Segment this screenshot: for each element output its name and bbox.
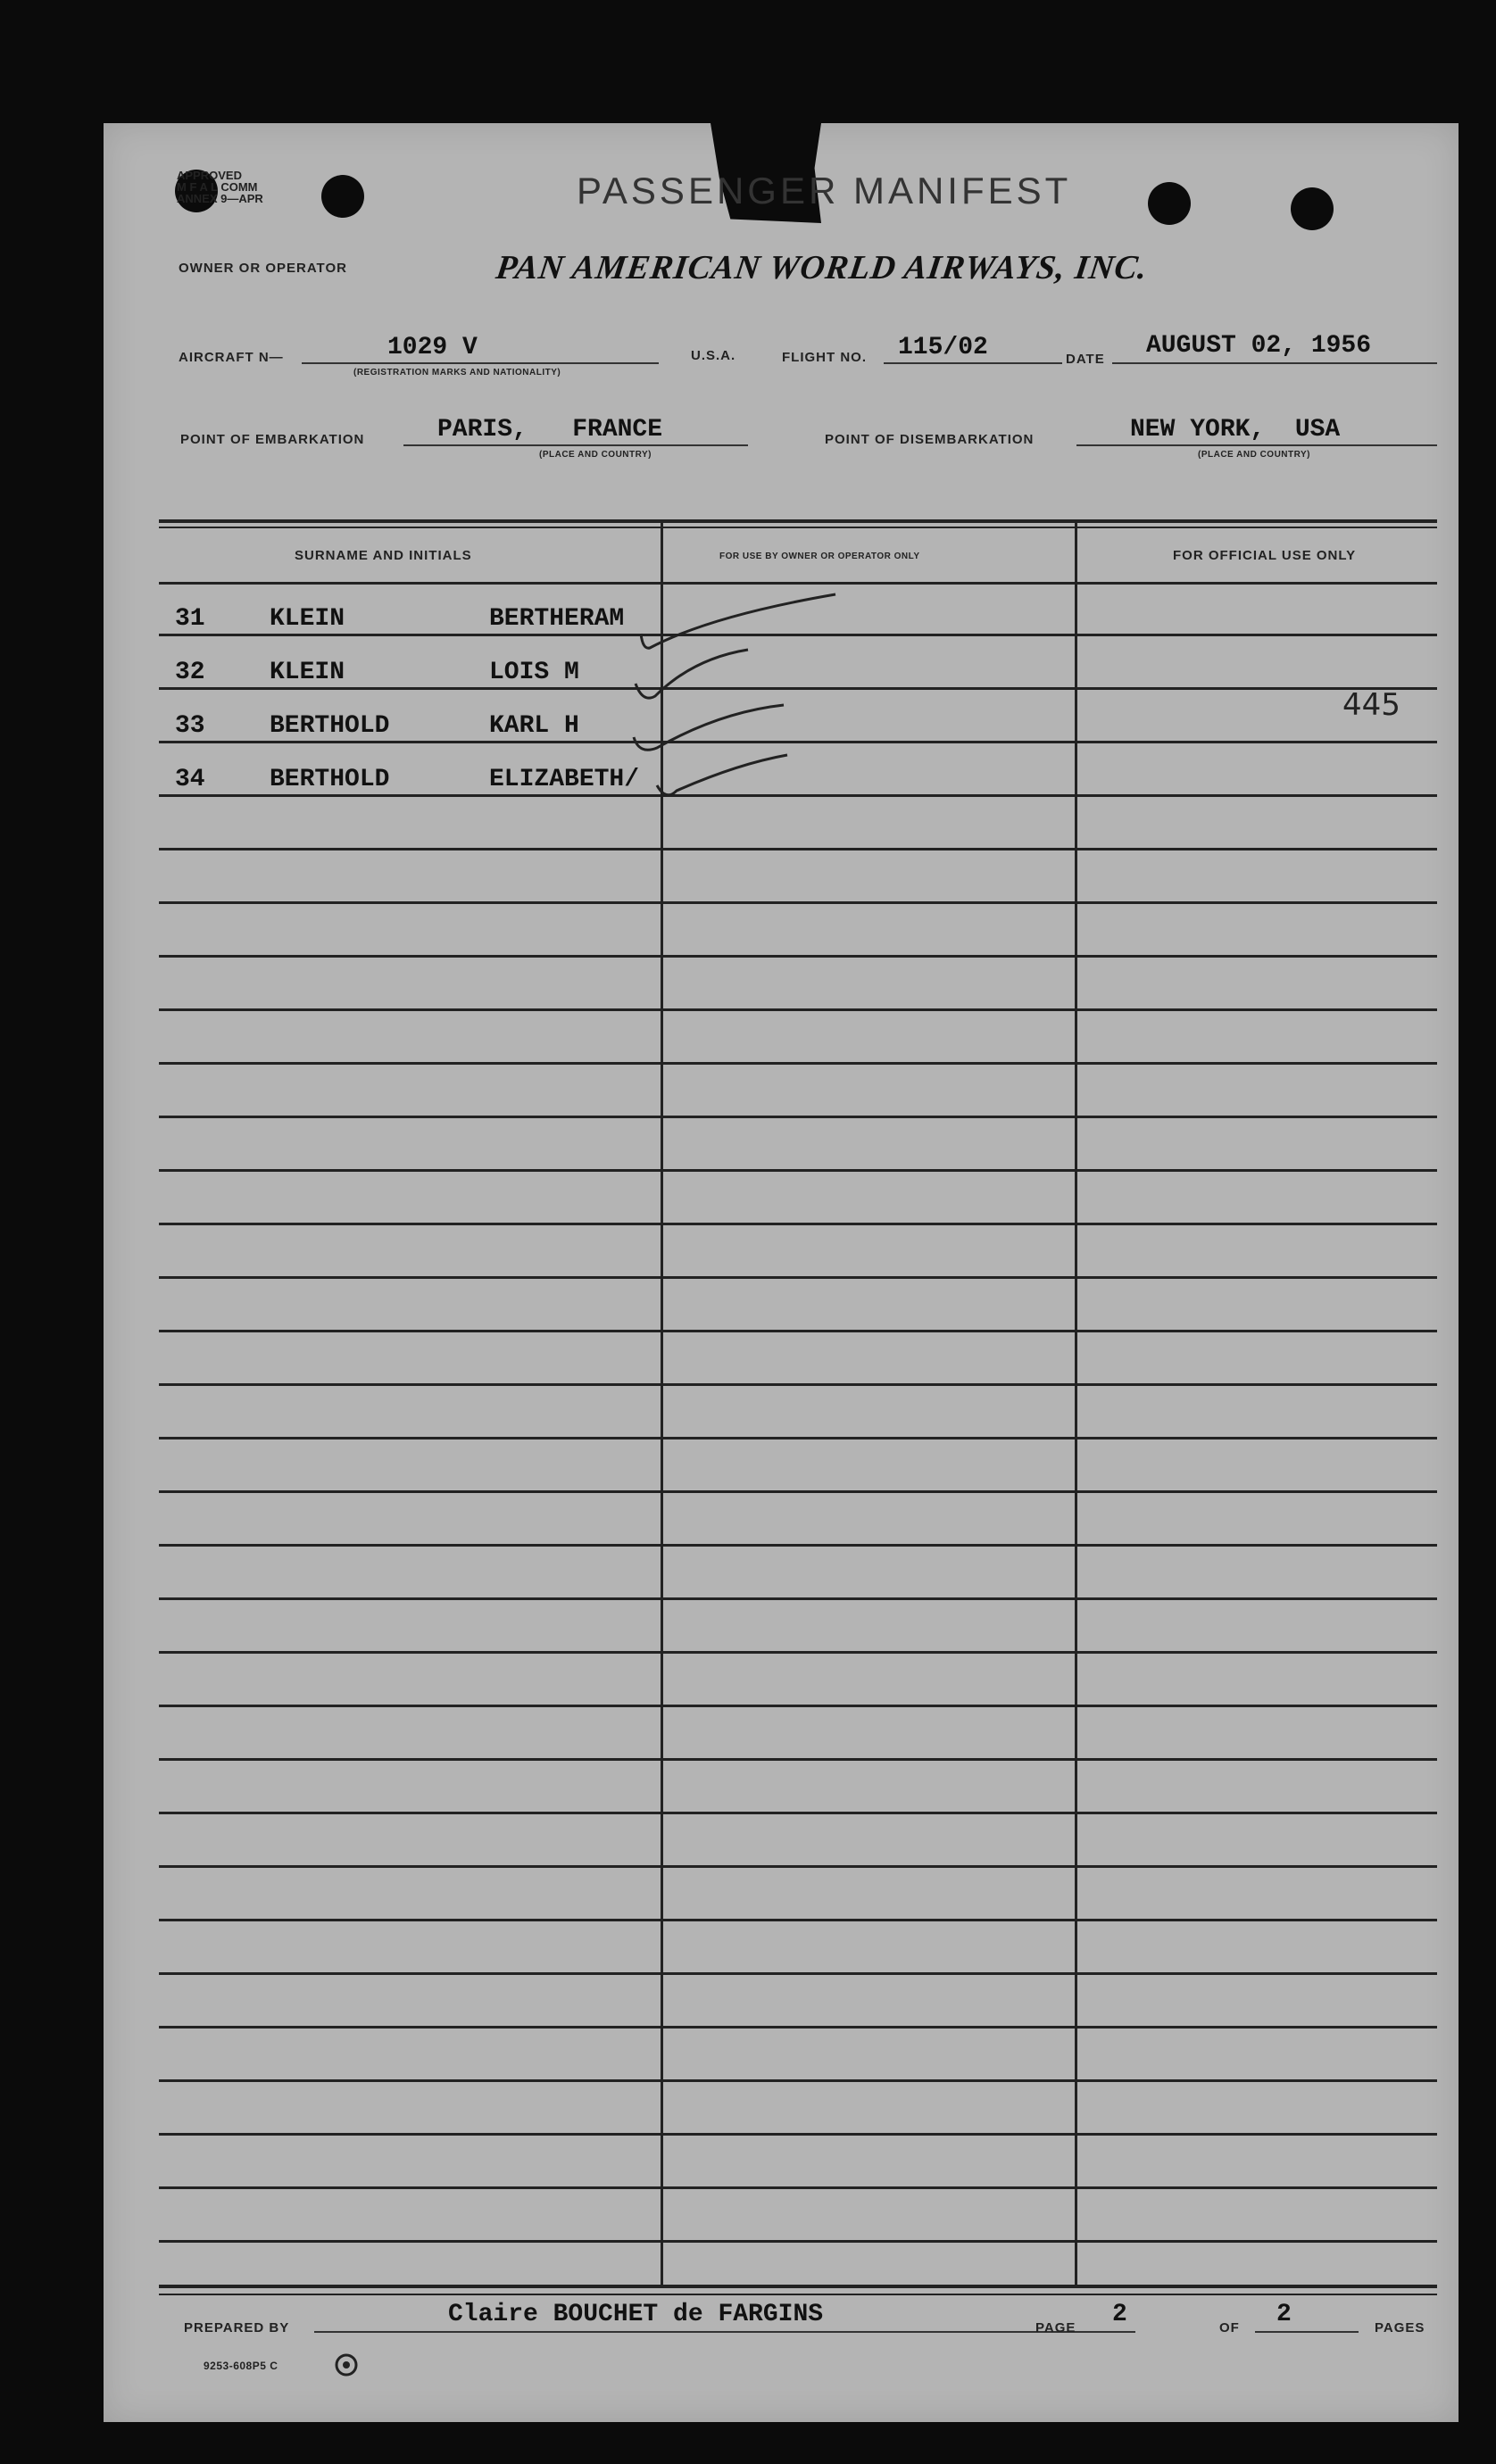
form-title: PASSENGER MANIFEST bbox=[577, 170, 1072, 212]
row-surname: KLEIN bbox=[270, 605, 345, 633]
row-number: 34 bbox=[175, 766, 205, 793]
col-header-official: FOR OFFICIAL USE ONLY bbox=[1173, 548, 1357, 563]
table-bottom-rule bbox=[159, 2294, 1437, 2295]
approval-line: APPROVED bbox=[177, 169, 242, 182]
approval-line: M F A L COMM bbox=[177, 180, 258, 194]
row-number: 31 bbox=[175, 605, 205, 633]
union-label-icon bbox=[334, 2352, 359, 2377]
disembark-value: NEW YORK, USA bbox=[1130, 416, 1341, 444]
approval-line: ANNEX 9—APR bbox=[177, 192, 263, 205]
column-divider bbox=[1075, 523, 1077, 2286]
row-surname: KLEIN bbox=[270, 659, 345, 686]
owner-label: OWNER OR OPERATOR bbox=[179, 261, 347, 276]
row-surname: BERTHOLD bbox=[270, 712, 390, 740]
usa-label: U.S.A. bbox=[691, 348, 736, 363]
row-initials: BERTHERAM bbox=[489, 605, 625, 633]
aircraft-value: 1029 V bbox=[387, 334, 478, 361]
form-code: 9253-608P5 C bbox=[204, 2360, 278, 2372]
punch-hole bbox=[321, 175, 364, 218]
punch-hole bbox=[1148, 182, 1191, 225]
embark-label: POINT OF EMBARKATION bbox=[180, 432, 365, 447]
check-marks bbox=[630, 552, 862, 819]
disembark-note: (PLACE AND COUNTRY) bbox=[1198, 450, 1310, 460]
company-name: PAN AMERICAN WORLD AIRWAYS, INC. bbox=[494, 249, 1151, 286]
pages-label: PAGES bbox=[1375, 2320, 1425, 2335]
punch-hole bbox=[1291, 187, 1334, 230]
flight-value: 115/02 bbox=[898, 334, 988, 361]
row-surname: BERTHOLD bbox=[270, 766, 390, 793]
disembark-label: POINT OF DISEMBARKATION bbox=[825, 432, 1035, 447]
of-label: OF bbox=[1219, 2320, 1240, 2335]
official-note: 445 bbox=[1342, 687, 1400, 723]
page-value: 2 bbox=[1112, 2301, 1127, 2328]
flight-label: FLIGHT NO. bbox=[782, 350, 867, 365]
col-header-surname: SURNAME AND INITIALS bbox=[295, 548, 472, 563]
embark-value: PARIS, FRANCE bbox=[437, 416, 663, 444]
row-initials: ELIZABETH/ bbox=[489, 766, 640, 793]
prepared-value: Claire BOUCHET de FARGINS bbox=[448, 2301, 824, 2328]
row-number: 33 bbox=[175, 712, 205, 740]
of-value: 2 bbox=[1276, 2301, 1292, 2328]
registration-note: (REGISTRATION MARKS AND NATIONALITY) bbox=[353, 368, 561, 377]
prepared-label: PREPARED BY bbox=[184, 2320, 290, 2335]
manifest-sheet bbox=[104, 123, 1459, 2422]
date-value: AUGUST 02, 1956 bbox=[1146, 332, 1372, 360]
row-initials: LOIS M bbox=[489, 659, 579, 686]
aircraft-label: AIRCRAFT N— bbox=[179, 350, 284, 365]
embark-note: (PLACE AND COUNTRY) bbox=[539, 450, 652, 460]
table-top-rule bbox=[159, 527, 1437, 528]
table-bottom-rule bbox=[159, 2285, 1437, 2288]
date-label: DATE bbox=[1066, 352, 1105, 367]
row-initials: KARL H bbox=[489, 712, 579, 740]
table-top-rule bbox=[159, 519, 1437, 523]
page-label: PAGE bbox=[1035, 2320, 1076, 2335]
approval-stamp bbox=[177, 170, 263, 204]
row-number: 32 bbox=[175, 659, 205, 686]
col-header-owner: FOR USE BY OWNER OR OPERATOR ONLY bbox=[719, 552, 920, 561]
